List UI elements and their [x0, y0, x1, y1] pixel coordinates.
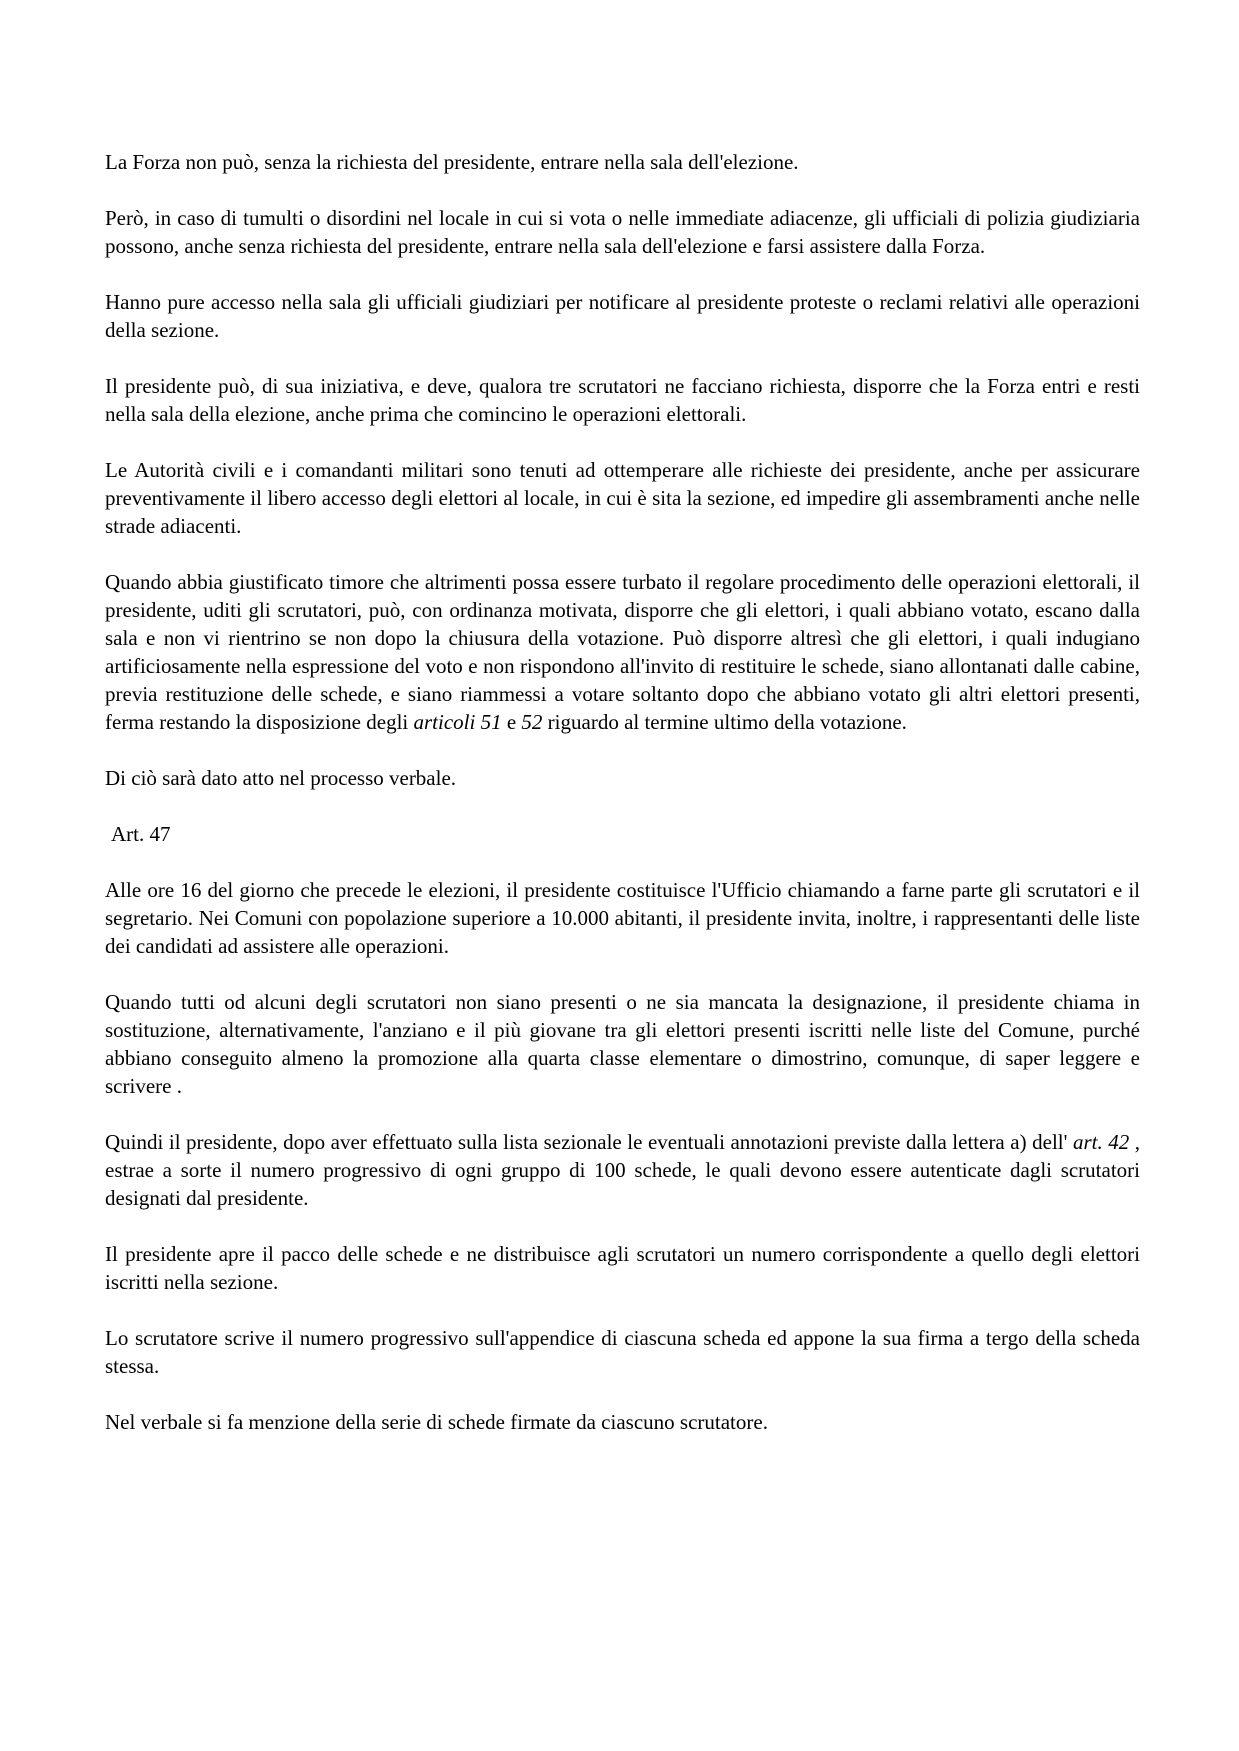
paragraph-pacco-schede [105, 1240, 1140, 1296]
text-block [105, 148, 1140, 1436]
italic-reference-text: art. 42 [1072, 1130, 1130, 1154]
text-run: e [501, 710, 522, 734]
text-run: La Forza non può, senza la richiesta del presidente, entrare nella sala dell'elezione. [105, 150, 799, 174]
paragraph-presidente-iniziativa [105, 372, 1140, 428]
text-run: , estrae a sorte il numero progressivo di ogni gruppo di 100 schede, le quali devono essere autenticate dagli scrutatori designati dal presidente. [105, 1130, 1141, 1210]
italic-reference-text: 52 [521, 710, 543, 734]
paragraph-verbale-menzione [105, 1408, 1140, 1436]
italic-reference-text: articoli 51 [413, 710, 502, 734]
paragraph-processo-verbale [105, 764, 1140, 792]
paragraph-estrazione-schede [105, 1128, 1140, 1212]
paragraph-timore-turbato [105, 568, 1140, 736]
text-run: Il presidente apre il pacco delle schede e ne distribuisce agli scrutatori un numero corrispondente a quello degli elettori iscritti nella sezione. [105, 1242, 1140, 1294]
text-run: riguardo al termine ultimo della votazione. [542, 710, 907, 734]
text-run: Il presidente può, di sua iniziativa, e deve, qualora tre scrutatori ne facciano richiesta, disporre che la Forza entri e resti nella sala della elezione, anche prima che comincino le operazioni elettorali. [105, 374, 1140, 426]
paragraph-scrutatori-assenti [105, 988, 1140, 1100]
text-run: Nel verbale si fa menzione della serie di schede firmate da ciascuno scrutatore. [105, 1410, 768, 1434]
text-run: Quando tutti od alcuni degli scrutatori non siano presenti o ne sia mancata la designazione, il presidente chiama in sostituzione, alternativamente, l'anziano e il più giovane tra gli elettori presenti iscritti nelle liste del Comune, purché abbiano conseguito almeno la promozione alla quarta classe elementare o dimostrino, comunque, di saper leggere e scrivere . [105, 990, 1140, 1098]
text-run: Hanno pure accesso nella sala gli ufficiali giudiziari per notificare al presidente proteste o reclami relativi alle operazioni della sezione. [105, 290, 1140, 342]
paragraph-autorita-civili [105, 456, 1140, 540]
text-run: Lo scrutatore scrive il numero progressivo sull'appendice di ciascuna scheda ed appone la sua firma a tergo della scheda stessa. [105, 1326, 1140, 1378]
text-run: Le Autorità civili e i comandanti militari sono tenuti ad ottemperare alle richieste dei presidente, anche per assicurare preventivamente il libero accesso degli elettori al locale, in cui è sita la sezione, ed impedire gli assembramenti anche nelle strade adiacenti. [105, 458, 1140, 538]
paragraph-ufficiali-giudiziari [105, 288, 1140, 344]
article-heading [105, 820, 1140, 848]
paragraph-tumulti-disordini [105, 204, 1140, 260]
paragraph-numero-progressivo [105, 1324, 1140, 1380]
text-run: Quando abbia giustificato timore che altrimenti possa essere turbato il regolare procedimento delle operazioni elettorali, il presidente, uditi gli scrutatori, può, con ordinanza motivata, disporre che gli elettori, i quali abbiano votato, escano dalla sala e non vi rientrino se non dopo la chiusura della votazione. Può disporre altresì che gli elettori, i quali indugiano artificiosamente nella espressione del voto e non rispondono all'invito di restituire le schede, siano allontanati dalle cabine, previa restituzione delle schede, e siano riammessi a votare soltanto dopo che abbiano votato gli altri elettori presenti, ferma restando la disposizione degli [105, 570, 1140, 734]
text-run: Di ciò sarà dato atto nel processo verbale. [105, 766, 457, 790]
text-run: Alle ore 16 del giorno che precede le elezioni, il presidente costituisce l'Ufficio chiamando a farne parte gli scrutatori e il segretario. Nei Comuni con popolazione superiore a 10.000 abitanti, il presidente invita, inoltre, i rappresentanti delle liste dei candidati ad assistere alle operazioni. [105, 878, 1140, 958]
text-run: Quindi il presidente, dopo aver effettuato sulla lista sezionale le eventuali annotazioni previste dalla lettera a) dell' [105, 1130, 1073, 1154]
text-run: Art. 47 [111, 822, 171, 846]
text-run: Però, in caso di tumulti o disordini nel locale in cui si vota o nelle immediate adiacenze, gli ufficiali di polizia giudiziaria possono, anche senza richiesta del presidente, entrare nella sala dell'elezione e farsi assistere dalla Forza. [105, 206, 1140, 258]
paragraph-forza-richiesta [105, 148, 1140, 176]
paragraph-ore-16 [105, 876, 1140, 960]
